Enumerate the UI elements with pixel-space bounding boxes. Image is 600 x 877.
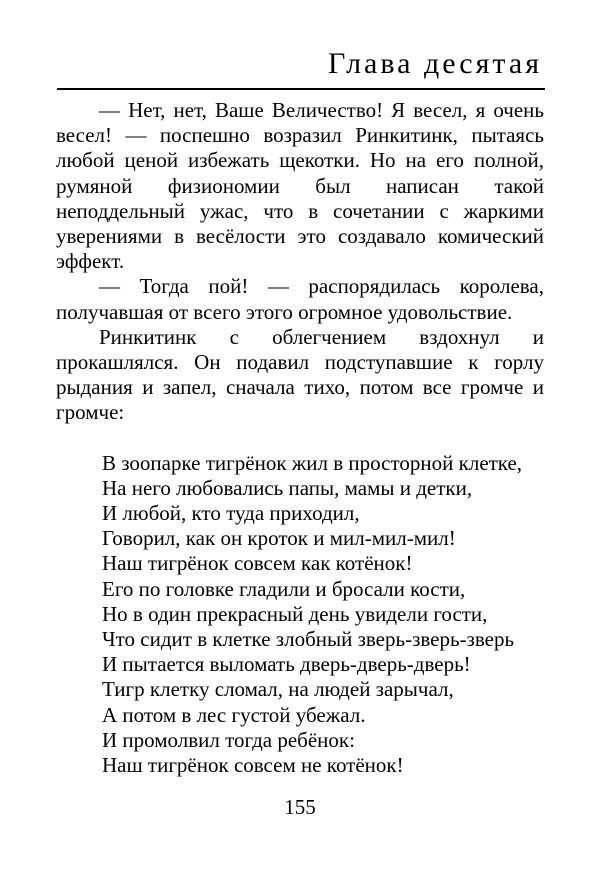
verse-line: Говорил, как он кроток и мил-мил-мил! — [102, 526, 456, 551]
verse-line: И пытается выломать дверь-дверь-дверь! — [102, 652, 471, 677]
verse-line: Тигр клетку сломал, на людей зарычал, — [102, 677, 454, 702]
page-number: 155 — [284, 795, 316, 819]
body-text — [56, 98, 544, 778]
paragraph: — Тогда пой! — распорядилась королева, получавшая от всего этого огромное удовольствие. — [56, 274, 544, 324]
verse-line: Но в один прекрасный день увидели гости, — [102, 601, 488, 626]
song-verse — [102, 451, 544, 779]
verse-line: Что сидит в клетке злобный зверь-зверь-зверь — [102, 627, 515, 652]
chapter-title: Глава десятая — [328, 47, 542, 80]
paragraph: — Нет, нет, Ваше Величество! Я весел, я очень весел! — поспешно возразил Ринкитинк, пытаясь любой ценой избежать щекотки. Но на его полной, румяной физиономии был написан такой неподдельный ужас, что в сочетании с жаркими уверениями в весёлости это создавало комический эффект. — [56, 98, 544, 274]
verse-line: А потом в лес густой убежал. — [102, 702, 366, 727]
verse-line: И промолвил тогда ребёнок: — [102, 727, 355, 752]
paragraph: Ринкитинк с облегчением вздохнул и прокашлялся. Он подавил подступавшие к горлу рыдания и запел, сначала тихо, потом все громче и громче: — [56, 324, 544, 425]
verse-line: На него любовались папы, мамы и детки, — [102, 475, 473, 500]
verse-line: Его по головке гладили и бросали кости, — [102, 576, 466, 601]
verse-line: Наш тигрёнок совсем как котёнок! — [102, 551, 413, 576]
verse-line: И любой, кто туда приходил, — [102, 501, 360, 526]
verse-line: В зоопарке тигрёнок жил в просторной клетке, — [102, 450, 523, 475]
verse-line: Наш тигрёнок совсем не котёнок! — [102, 753, 404, 778]
header-rule — [57, 88, 545, 90]
